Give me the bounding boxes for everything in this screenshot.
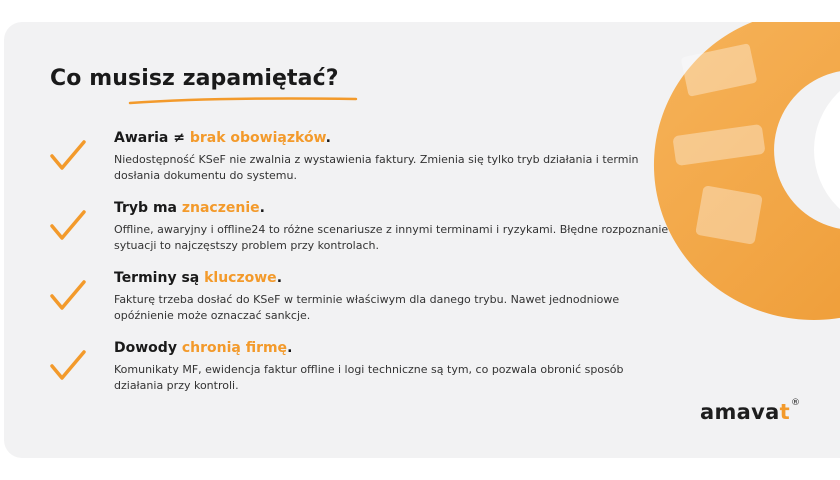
brand-logo: amavat® bbox=[700, 398, 801, 424]
item-heading: Terminy są kluczowe. bbox=[114, 270, 283, 286]
item-heading: Awaria ≠ brak obowiązków. bbox=[114, 130, 331, 146]
item-description: Offline, awaryjny i offline24 to różne scenariusze z innymi terminami i ryzykami. Błędne rozpoznanie sytuacji to najczęstszy problem przy kontrolach. bbox=[114, 223, 669, 252]
list-item bbox=[48, 270, 648, 332]
list-item bbox=[48, 200, 669, 262]
item-description: Komunikaty MF, ewidencja faktur offline i logi techniczne są tym, co pozwala obronić sposób działania przy kontroli. bbox=[114, 363, 624, 392]
check-icon bbox=[48, 138, 88, 174]
content-card bbox=[4, 22, 840, 458]
check-icon bbox=[48, 278, 88, 314]
check-icon bbox=[48, 208, 88, 244]
item-description: Fakturę trzeba dosłać do KSeF w terminie właściwym dla danego trybu. Nawet jednodniowe opóźnienie może oznaczać sankcje. bbox=[114, 293, 620, 322]
title-underline-decoration bbox=[128, 94, 360, 108]
page-title: Co musisz zapamiętać? bbox=[50, 66, 339, 91]
item-heading: Dowody chronią firmę. bbox=[114, 340, 293, 356]
list-item bbox=[48, 340, 648, 402]
item-description: Niedostępność KSeF nie zwalnia z wystawienia faktury. Zmienia się tylko tryb działania i termin dosłania dokumentu do systemu. bbox=[114, 153, 639, 182]
list-item bbox=[48, 130, 648, 192]
item-heading: Tryb ma znaczenie. bbox=[114, 200, 265, 216]
check-icon bbox=[48, 348, 88, 384]
